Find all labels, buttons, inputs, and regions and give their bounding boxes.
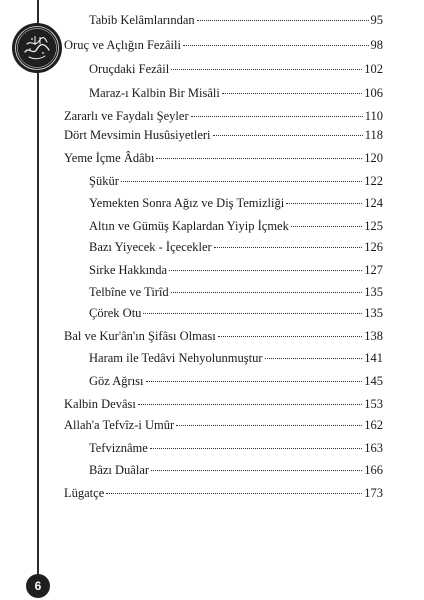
dot-leader — [150, 447, 362, 449]
toc-entry-page: 95 — [370, 13, 383, 27]
toc-entry-page: 124 — [364, 196, 383, 210]
toc-entry-title: Lügatçe — [64, 486, 105, 500]
toc-entry-page: 126 — [364, 240, 383, 254]
toc-entry[interactable] — [89, 351, 383, 366]
dot-leader — [191, 115, 363, 117]
dot-leader — [121, 180, 362, 182]
toc-entry[interactable] — [89, 441, 383, 456]
toc-entry-title: Haram ile Tedâvi Nehyolunmuştur — [89, 351, 263, 365]
toc-entry[interactable] — [64, 151, 383, 166]
toc-entry-title: Oruç ve Açlığın Fezâili — [64, 38, 181, 52]
toc-entry-title: Maraz-ı Kalbin Bir Misâli — [89, 86, 220, 100]
toc-entry[interactable] — [89, 13, 383, 28]
toc-entry-page: 118 — [364, 128, 383, 142]
toc-entry-page: 153 — [364, 397, 383, 411]
toc-entry-page: 127 — [364, 263, 383, 277]
toc-entry[interactable] — [89, 219, 383, 234]
toc-entry-page: 166 — [364, 463, 383, 477]
toc-entry-title: Çörek Otu — [89, 306, 142, 320]
toc-entry[interactable] — [89, 263, 383, 278]
toc-entry[interactable] — [89, 306, 383, 321]
toc-entry[interactable] — [64, 329, 383, 344]
toc-entry-page: 125 — [364, 219, 383, 233]
toc-entry[interactable] — [89, 62, 383, 77]
dot-leader — [218, 335, 363, 337]
dot-leader — [197, 19, 369, 21]
dot-leader — [138, 403, 362, 405]
toc-entry-title: Bal ve Kur'ân'ın Şifâsı Olması — [64, 329, 216, 343]
toc-entry-title: Tabib Kelâmlarından — [89, 13, 195, 27]
dot-leader — [213, 134, 363, 136]
dot-leader — [171, 291, 363, 293]
toc-entry[interactable] — [89, 174, 383, 189]
toc-entry-page: 102 — [364, 62, 383, 76]
toc-entry-page: 135 — [364, 306, 383, 320]
dot-leader — [286, 202, 362, 204]
toc-entry-title: Tefviznâme — [89, 441, 148, 455]
dot-leader — [156, 157, 362, 159]
page-number-badge: 6 — [26, 574, 50, 598]
toc-entry-page: 122 — [364, 174, 383, 188]
toc-entry-title: Bâzı Duâlar — [89, 463, 150, 477]
toc-entry[interactable] — [64, 128, 383, 143]
toc-entry[interactable] — [64, 418, 383, 433]
toc-entry[interactable] — [89, 196, 383, 211]
toc-entry-title: Altın ve Gümüş Kaplardan Yiyip İçmek — [89, 219, 289, 233]
toc-entry[interactable] — [89, 374, 383, 389]
dot-leader — [214, 246, 363, 248]
toc-entry-page: 163 — [364, 441, 383, 455]
toc-entry[interactable] — [64, 397, 383, 412]
toc-entry-page: 145 — [364, 374, 383, 388]
toc-entry-title: Allah'a Tefvîz-i Umûr — [64, 418, 175, 432]
dot-leader — [151, 469, 362, 471]
toc-entry-page: 110 — [364, 109, 383, 123]
dot-leader — [106, 492, 362, 494]
toc-entry-title: Zararlı ve Faydalı Şeyler — [64, 109, 189, 123]
dot-leader — [183, 44, 369, 46]
toc-entry[interactable] — [89, 86, 383, 101]
toc-entry-title: Yemekten Sonra Ağız ve Diş Temizliği — [89, 196, 285, 210]
toc-entry-page: 138 — [364, 329, 383, 343]
toc-entry-title: Şükür — [89, 174, 119, 188]
dot-leader — [176, 424, 362, 426]
toc-entry-title: Bazı Yiyecek - İçecekler — [89, 240, 212, 254]
toc-entry-page: 135 — [364, 285, 383, 299]
toc-entry-page: 162 — [364, 418, 383, 432]
toc-entry-page: 98 — [370, 38, 383, 52]
dot-leader — [291, 225, 362, 227]
toc-entry[interactable] — [64, 486, 383, 501]
dot-leader — [265, 357, 363, 359]
toc-entry-title: Yeme İçme Âdâbı — [64, 151, 155, 165]
dot-leader — [146, 380, 363, 382]
toc-entry-title: Dört Mevsimin Husûsiyetleri — [64, 128, 211, 142]
dot-leader — [171, 68, 362, 70]
toc-entry[interactable] — [89, 240, 383, 255]
toc-entry-page: 141 — [364, 351, 383, 365]
toc-entry-title: Oruçdaki Fezâil — [89, 62, 170, 76]
toc-entry-page: 120 — [364, 151, 383, 165]
toc-entry-page: 173 — [364, 486, 383, 500]
dot-leader — [169, 269, 362, 271]
toc-entry-page: 106 — [364, 86, 383, 100]
toc-entry[interactable] — [64, 38, 383, 53]
toc-entry-title: Telbîne ve Tirîd — [89, 285, 169, 299]
toc-entry[interactable] — [89, 285, 383, 300]
toc-entry-title: Kalbin Devâsı — [64, 397, 136, 411]
dot-leader — [222, 92, 362, 94]
dot-leader — [143, 312, 362, 314]
toc-entry-title: Göz Ağrısı — [89, 374, 144, 388]
toc-entry-title: Sirke Hakkında — [89, 263, 168, 277]
toc-entry[interactable] — [89, 463, 383, 478]
toc-entry[interactable] — [64, 109, 383, 124]
